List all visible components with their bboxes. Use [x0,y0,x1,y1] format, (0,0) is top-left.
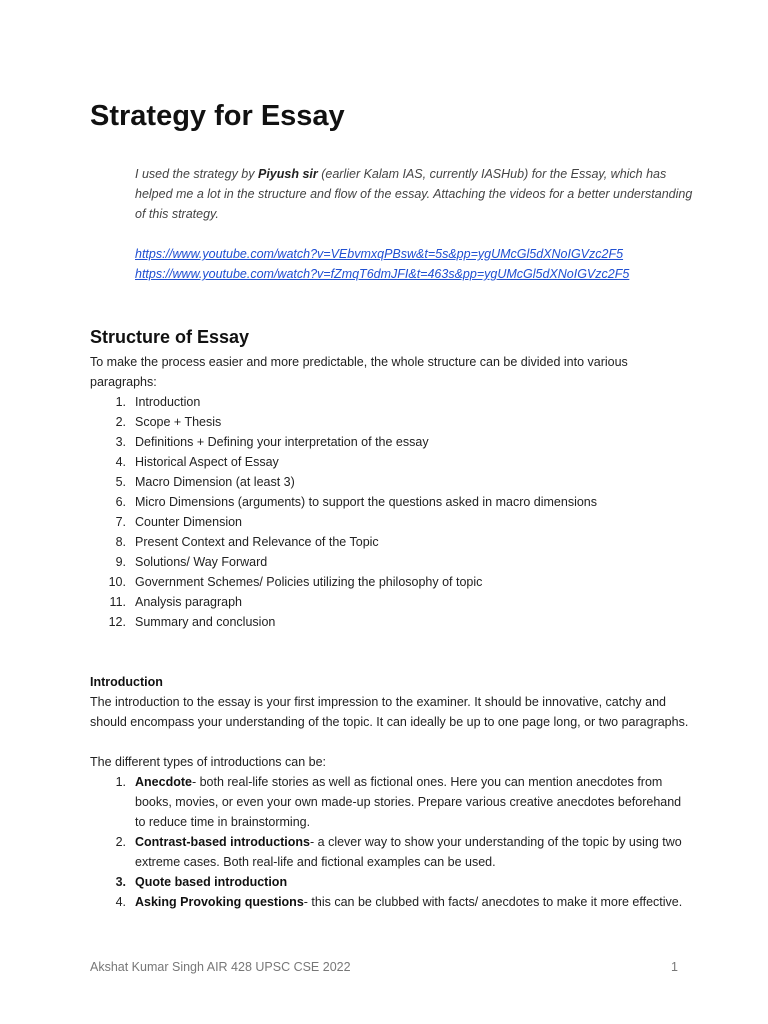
structure-lead: To make the process easier and more predictable, the whole structure can be divided into various paragraphs: [90,355,628,389]
list-item [90,832,690,872]
list-item [90,412,690,432]
intro-note [135,164,695,224]
intro-text-post: (earlier Kalam IAS, currently IASHub) for the Essay, which has helped me a lot in the structure and flow of the essay. Attaching the videos for a better understanding of this strategy. [135,167,693,221]
footer-page-number: 1 [671,960,678,974]
list-item [90,592,690,612]
video-link-1[interactable]: https://www.youtube.com/watch?v=VEbvmxqPBsw&t=5s&pp=ygUMcGl5dXNoIGVzc2F5 [135,247,624,261]
list-number: 1. [115,775,126,789]
list-number: 2. [115,835,126,849]
list-number: 2. [115,415,126,429]
list-text: Analysis paragraph [135,595,243,609]
list-item [90,452,690,472]
list-number: 8. [115,535,126,549]
list-item [90,892,690,912]
list-text: - a clever way to show your understanding of the topic by using two extreme cases. Both real-life and fictional examples can be used. [135,835,682,869]
page-title: Strategy for Essay [90,100,345,132]
list-term: Asking Provoking questions [135,895,304,909]
intro-text-pre: I used the strategy by [135,167,258,181]
section-heading-structure: Structure of Essay [90,327,250,347]
intro-author-name: Piyush sir [258,167,318,181]
list-text: Introduction [135,395,201,409]
list-text: Counter Dimension [135,515,242,529]
video-link-2[interactable]: https://www.youtube.com/watch?v=fZmqT6dmJFI&t=463s&pp=ygUMcGl5dXNoIGVzc2F5 [135,267,630,281]
video-links [135,244,695,284]
list-text: Solutions/ Way Forward [135,555,268,569]
list-item [90,392,690,412]
list-item [90,492,690,512]
footer-author: Akshat Kumar Singh AIR 428 UPSC CSE 2022 [90,960,351,974]
introduction-paragraph: The introduction to the essay is your first impression to the examiner. It should be innovative, catchy and should encompass your understanding of the topic. It can ideally be up to one page long, or two paragraphs. [90,695,689,729]
list-number: 10. [108,575,126,589]
list-number: 11. [109,595,126,609]
structure-list [90,392,690,632]
list-text: Summary and conclusion [135,615,276,629]
list-number: 4. [115,455,126,469]
list-number: 4. [115,895,126,909]
list-number: 5. [115,475,126,489]
introduction-types-list [90,772,690,912]
list-item [90,532,690,552]
list-term: Quote based introduction [135,875,288,889]
list-number: 12. [108,615,126,629]
list-term: Contrast-based introductions [135,835,311,849]
list-item [90,872,690,892]
list-number: 1. [115,395,126,409]
list-item [90,512,690,532]
list-text: Macro Dimension (at least 3) [135,475,295,489]
list-item [90,432,690,452]
list-item [90,572,690,592]
list-number: 6. [115,495,126,509]
introduction-types-lead: The different types of introductions can be: [90,755,327,769]
list-item [90,472,690,492]
list-text: Government Schemes/ Policies utilizing the philosophy of topic [135,575,483,589]
list-number: 9. [115,555,126,569]
list-number: 3. [115,435,126,449]
list-text: Scope + Thesis [135,415,222,429]
list-number: 3. [115,875,126,889]
list-text: Present Context and Relevance of the Topic [135,535,379,549]
list-term: Anecdote [135,775,192,789]
list-item [90,552,690,572]
list-text: Micro Dimensions (arguments) to support the questions asked in macro dimensions [135,495,598,509]
list-item [90,612,690,632]
list-text: - this can be clubbed with facts/ anecdotes to make it more effective. [303,895,683,909]
list-number: 7. [115,515,126,529]
list-text: Historical Aspect of Essay [135,455,279,469]
list-text: Definitions + Defining your interpretation of the essay [135,435,429,449]
list-item [90,772,690,832]
list-text: - both real-life stories as well as fictional ones. Here you can mention anecdotes from books, movies, or even your own made-up stories. Prepare various creative anecdotes beforehand to reduce time in brainstorming. [135,775,682,829]
section-heading-introduction: Introduction [90,675,163,689]
